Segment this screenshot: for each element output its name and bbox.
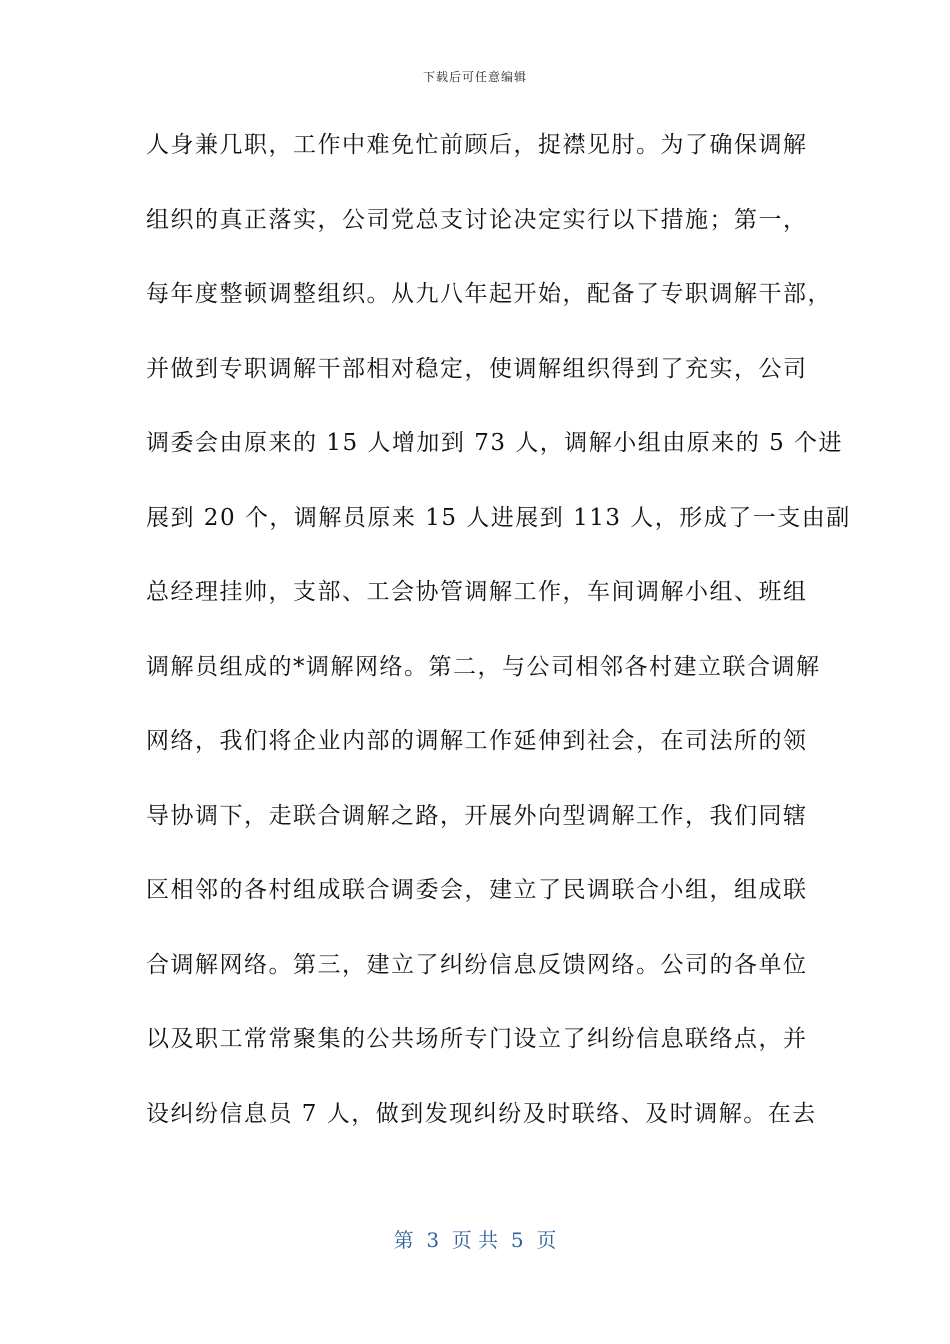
body-line: 展到 20 个，调解员原来 15 人进展到 113 人，形成了一支由副	[146, 504, 851, 531]
body-line: 每年度整顿调整组织。从九八年起开始，配备了专职调解干部，	[146, 281, 832, 307]
page-suffix: 页	[523, 1228, 557, 1252]
body-text	[146, 118, 851, 1161]
body-line: 调解员组成的*调解网络。第二，与公司相邻各村建立联合调解	[146, 653, 821, 680]
body-line: 导协调下，走联合调解之路，开展外向型调解工作，我们同辖	[146, 802, 808, 829]
page-prefix: 第	[393, 1228, 427, 1252]
body-line: 设纠纷信息员 7 人，做到发现纠纷及时联络、及时调解。在去	[146, 1100, 817, 1127]
page-middle: 页 共	[439, 1228, 511, 1252]
body-line: 合调解网络。第三，建立了纠纷信息反馈网络。公司的各单位	[146, 951, 808, 978]
body-line: 以及职工常常聚集的公共场所专门设立了纠纷信息联络点，并	[146, 1026, 808, 1052]
body-line: 组织的真正落实，公司党总支讨论决定实行以下措施；第一，	[146, 206, 808, 233]
body-line: 网络，我们将企业内部的调解工作延伸到社会，在司法所的领	[146, 728, 808, 754]
body-line: 调委会由原来的 15 人增加到 73 人，调解小组由原来的 5 个进	[146, 430, 844, 456]
current-page-number: 3	[426, 1228, 440, 1252]
header-note: 下载后可任意编辑	[422, 70, 527, 84]
body-line: 并做到专职调解干部相对稳定，使调解组织得到了充实，公司	[146, 355, 808, 382]
body-line: 总经理挂帅，支部、工会协管调解工作，车间调解小组、班组	[146, 579, 808, 605]
body-line: 人身兼几职，工作中难免忙前顾后，捉襟见肘。为了确保调解	[146, 132, 808, 158]
total-pages-number: 5	[510, 1228, 524, 1252]
page-number-footer	[0, 1224, 950, 1253]
body-line: 区相邻的各村组成联合调委会，建立了民调联合小组，组成联	[146, 877, 808, 903]
